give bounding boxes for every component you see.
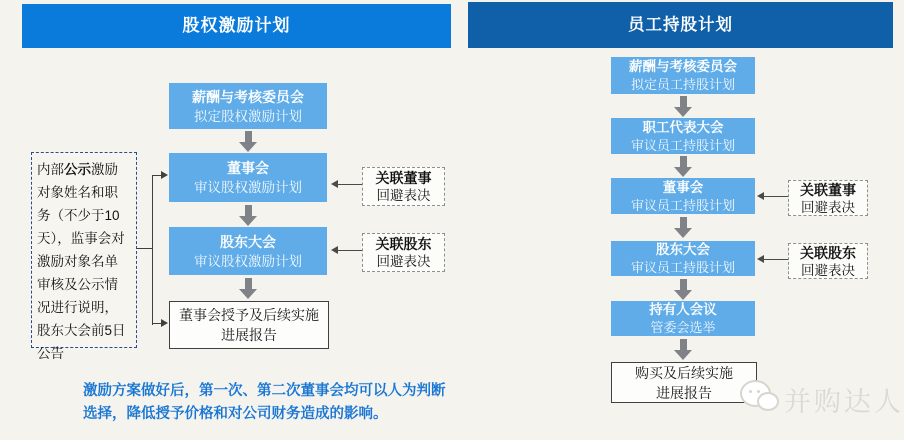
down-arrow-icon bbox=[674, 279, 692, 300]
step-subtitle: 拟定股权激励计划 bbox=[194, 108, 302, 124]
flow-step-left-report bbox=[169, 301, 329, 349]
down-arrow-icon bbox=[239, 278, 257, 299]
step-line1: 董事会授予及后续实施 bbox=[179, 307, 319, 323]
footnote-line1: 激励方案做好后，第一次、第二次董事会均可以人为判断 bbox=[83, 383, 446, 399]
flow-step-right-board bbox=[611, 178, 755, 214]
flow-step-left-board bbox=[169, 153, 327, 202]
step-title: 职工代表大会 bbox=[642, 119, 724, 135]
right-arrow-icon bbox=[161, 171, 168, 179]
note-related-directors-right bbox=[788, 180, 868, 216]
left-arrow-icon bbox=[331, 180, 362, 189]
step-title: 股东大会 bbox=[656, 242, 710, 257]
step-title: 股东大会 bbox=[220, 233, 276, 250]
flow-step-right-report bbox=[611, 362, 757, 403]
step-subtitle: 审议员工持股计划 bbox=[630, 260, 735, 275]
note-title: 关联股东 bbox=[800, 244, 856, 261]
step-subtitle: 管委会选举 bbox=[650, 320, 716, 335]
note-title: 关联董事 bbox=[800, 181, 856, 198]
note-text-rest: 激励对象姓名和职务（不少于10天），监事会对激励对象名单审核及公示情况进行说明，股东大会前5日公告 bbox=[37, 162, 126, 361]
flow-step-left-committee bbox=[169, 83, 327, 129]
flow-step-right-shareholders bbox=[611, 241, 755, 276]
public-notice-note bbox=[31, 152, 137, 361]
note-title: 关联董事 bbox=[375, 170, 432, 186]
left-arrow-icon bbox=[757, 192, 788, 201]
flow-step-right-staff-congress bbox=[611, 118, 755, 154]
note-text-pre: 内部 bbox=[37, 162, 64, 177]
connector-line bbox=[152, 175, 153, 325]
down-arrow-icon bbox=[239, 131, 257, 152]
flow-step-right-holders-meeting bbox=[611, 301, 755, 336]
note-title: 关联股东 bbox=[375, 236, 432, 252]
note-text-bold: 公示 bbox=[64, 162, 91, 177]
down-arrow-icon bbox=[674, 96, 692, 117]
right-panel-header: 员工持股计划 bbox=[468, 2, 893, 48]
step-title: 持有人会议 bbox=[649, 302, 717, 317]
step-subtitle: 审议员工持股计划 bbox=[630, 137, 735, 153]
step-title: 董事会 bbox=[227, 160, 269, 176]
note-related-directors-left bbox=[362, 167, 445, 206]
footnote-line2: 选择，降低授予价格和对公司财务造成的影响。 bbox=[83, 406, 388, 422]
step-subtitle: 拟定员工持股计划 bbox=[630, 77, 735, 92]
note-subtitle: 回避表决 bbox=[801, 262, 855, 278]
step-title: 薪酬与考核委员会 bbox=[192, 88, 304, 105]
flow-step-left-shareholders bbox=[169, 227, 327, 275]
wechat-bubbles-icon bbox=[740, 378, 780, 416]
watermark-text: 并购达人 bbox=[784, 387, 904, 417]
footnote-text bbox=[83, 380, 446, 426]
note-related-shareholders-right bbox=[788, 243, 868, 279]
step-subtitle: 审议员工持股计划 bbox=[630, 197, 735, 213]
down-arrow-icon bbox=[674, 339, 692, 360]
connector-line bbox=[136, 248, 152, 249]
step-subtitle: 审议股权激励计划 bbox=[194, 180, 302, 195]
step-title: 薪酬与考核委员会 bbox=[629, 59, 737, 74]
note-subtitle: 回避表决 bbox=[801, 199, 855, 215]
step-line1: 购买及后续实施 bbox=[635, 364, 733, 381]
left-panel-header: 股权激励计划 bbox=[22, 4, 451, 48]
left-arrow-icon bbox=[331, 246, 362, 255]
left-arrow-icon bbox=[757, 255, 788, 264]
step-line2: 进展报告 bbox=[221, 327, 277, 343]
step-line2: 进展报告 bbox=[656, 384, 712, 401]
note-subtitle: 回避表决 bbox=[376, 188, 431, 203]
down-arrow-icon bbox=[674, 217, 692, 238]
flow-step-right-committee bbox=[611, 57, 755, 94]
note-subtitle: 回避表决 bbox=[376, 254, 431, 269]
down-arrow-icon bbox=[239, 205, 257, 226]
watermark bbox=[740, 378, 904, 420]
step-title: 董事会 bbox=[662, 179, 704, 195]
right-arrow-icon bbox=[161, 319, 168, 327]
note-related-shareholders-left bbox=[362, 233, 445, 272]
down-arrow-icon bbox=[674, 156, 692, 177]
step-subtitle: 审议股权激励计划 bbox=[194, 253, 302, 269]
